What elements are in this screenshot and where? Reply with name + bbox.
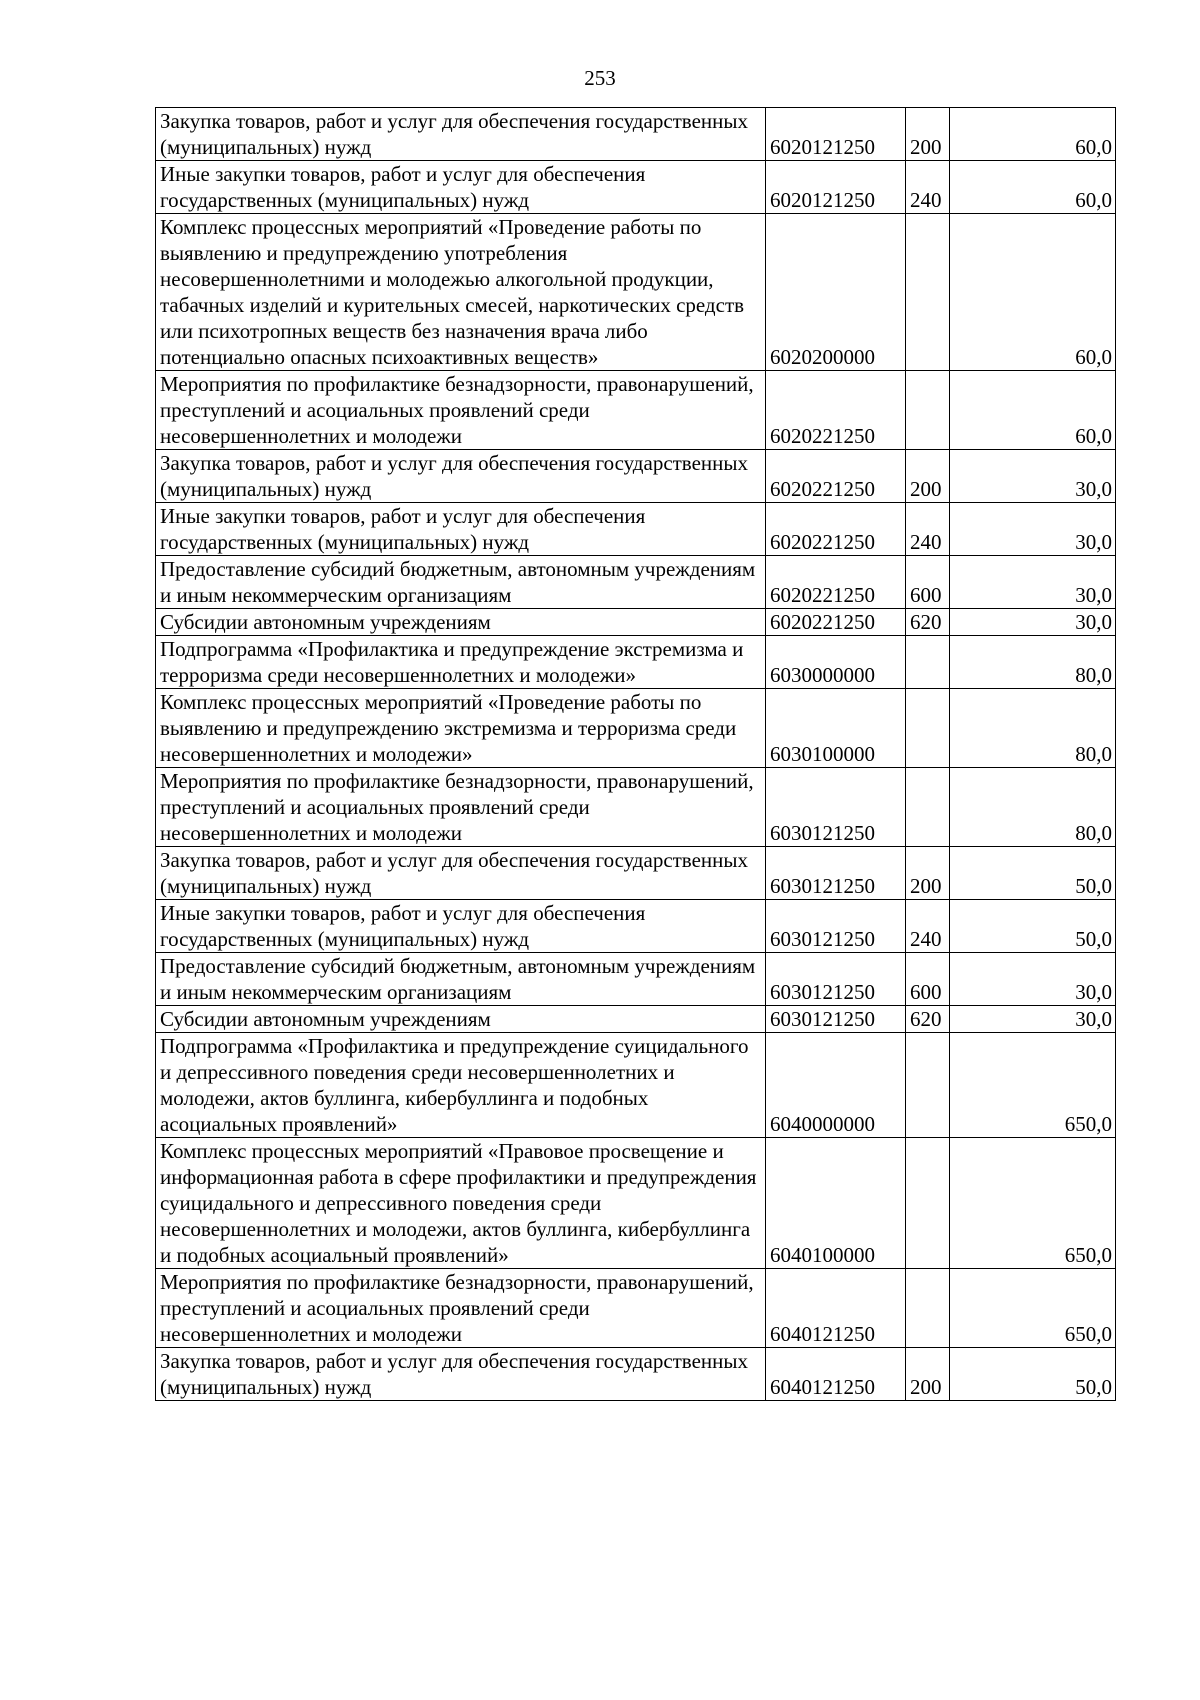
row-expense-type-cell: [906, 1138, 950, 1269]
row-expense-type-cell: [906, 689, 950, 768]
row-sum-cell: 650,0: [950, 1269, 1116, 1348]
row-code-cell: 6040121250: [766, 1269, 906, 1348]
row-name-cell: Субсидии автономным учреждениям: [156, 1006, 766, 1033]
row-expense-type-cell: [906, 1033, 950, 1138]
row-code-cell: 6020221250: [766, 609, 906, 636]
row-name-cell: Комплекс процессных мероприятий «Проведение работы по выявлению и предупреждению экстремизма и терроризма среди несовершеннолетних и молодежи»: [156, 689, 766, 768]
row-sum-cell: 650,0: [950, 1033, 1116, 1138]
row-name-cell: Закупка товаров, работ и услуг для обеспечения государственных (муниципальных) нужд: [156, 847, 766, 900]
row-name-cell: Подпрограмма «Профилактика и предупреждение экстремизма и терроризма среди несовершеннолетних и молодежи»: [156, 636, 766, 689]
row-expense-type-cell: [906, 636, 950, 689]
row-expense-type-cell: 200: [906, 450, 950, 503]
row-code-cell: 6020200000: [766, 214, 906, 371]
row-sum-cell: 650,0: [950, 1138, 1116, 1269]
table-row: [156, 214, 1116, 371]
table-row: [156, 371, 1116, 450]
table-row: [156, 768, 1116, 847]
row-code-cell: 6030121250: [766, 953, 906, 1006]
row-sum-cell: 80,0: [950, 768, 1116, 847]
row-expense-type-cell: [906, 371, 950, 450]
row-name-cell: Закупка товаров, работ и услуг для обеспечения государственных (муниципальных) нужд: [156, 108, 766, 161]
row-code-cell: 6030121250: [766, 847, 906, 900]
row-expense-type-cell: 200: [906, 847, 950, 900]
row-name-cell: Мероприятия по профилактике безнадзорности, правонарушений, преступлений и асоциальных проявлений среди несовершеннолетних и молодежи: [156, 1269, 766, 1348]
row-name-cell: Комплекс процессных мероприятий «Правовое просвещение и информационная работа в сфере профилактики и предупреждения суицидального и депрессивного поведения среди несовершеннолетних и молодежи, актов буллинга, кибербуллинга и подобных асоциальный проявлений»: [156, 1138, 766, 1269]
row-code-cell: 6030121250: [766, 1006, 906, 1033]
table-row: [156, 636, 1116, 689]
row-code-cell: 6030100000: [766, 689, 906, 768]
row-name-cell: Предоставление субсидий бюджетным, автономным учреждениям и иным некоммерческим организациям: [156, 556, 766, 609]
row-expense-type-cell: [906, 1269, 950, 1348]
row-name-cell: Закупка товаров, работ и услуг для обеспечения государственных (муниципальных) нужд: [156, 450, 766, 503]
row-expense-type-cell: 620: [906, 1006, 950, 1033]
page-number: 253: [584, 66, 616, 90]
row-code-cell: 6020121250: [766, 161, 906, 214]
row-code-cell: 6030121250: [766, 768, 906, 847]
table-row: [156, 1138, 1116, 1269]
table-row: [156, 609, 1116, 636]
row-expense-type-cell: 600: [906, 953, 950, 1006]
table-row: [156, 161, 1116, 214]
row-expense-type-cell: 240: [906, 900, 950, 953]
table-row: [156, 108, 1116, 161]
row-sum-cell: 60,0: [950, 371, 1116, 450]
row-sum-cell: 80,0: [950, 689, 1116, 768]
table-row: [156, 450, 1116, 503]
table-row: [156, 900, 1116, 953]
table-row: [156, 953, 1116, 1006]
row-sum-cell: 30,0: [950, 1006, 1116, 1033]
table-row: [156, 1006, 1116, 1033]
table-row: [156, 689, 1116, 768]
row-expense-type-cell: [906, 768, 950, 847]
row-name-cell: Мероприятия по профилактике безнадзорности, правонарушений, преступлений и асоциальных проявлений среди несовершеннолетних и молодежи: [156, 371, 766, 450]
row-code-cell: 6020121250: [766, 108, 906, 161]
row-expense-type-cell: 200: [906, 1348, 950, 1401]
row-sum-cell: 50,0: [950, 847, 1116, 900]
row-name-cell: Субсидии автономным учреждениям: [156, 609, 766, 636]
row-code-cell: 6020221250: [766, 503, 906, 556]
row-sum-cell: 60,0: [950, 161, 1116, 214]
table-row: [156, 847, 1116, 900]
row-name-cell: Закупка товаров, работ и услуг для обеспечения государственных (муниципальных) нужд: [156, 1348, 766, 1401]
row-sum-cell: 60,0: [950, 108, 1116, 161]
row-code-cell: 6040000000: [766, 1033, 906, 1138]
row-name-cell: Иные закупки товаров, работ и услуг для обеспечения государственных (муниципальных) нужд: [156, 900, 766, 953]
row-expense-type-cell: 240: [906, 161, 950, 214]
table-row: [156, 1033, 1116, 1138]
row-name-cell: Мероприятия по профилактике безнадзорности, правонарушений, преступлений и асоциальных проявлений среди несовершеннолетних и молодежи: [156, 768, 766, 847]
row-code-cell: 6030121250: [766, 900, 906, 953]
table-row: [156, 503, 1116, 556]
row-code-cell: 6020221250: [766, 556, 906, 609]
row-code-cell: 6020221250: [766, 450, 906, 503]
row-name-cell: Подпрограмма «Профилактика и предупреждение суицидального и депрессивного поведения среди несовершеннолетних и молодежи, актов буллинга, кибербуллинга и подобных асоциальных проявлений»: [156, 1033, 766, 1138]
row-sum-cell: 50,0: [950, 1348, 1116, 1401]
row-name-cell: Иные закупки товаров, работ и услуг для обеспечения государственных (муниципальных) нужд: [156, 161, 766, 214]
row-sum-cell: 30,0: [950, 556, 1116, 609]
row-sum-cell: 30,0: [950, 609, 1116, 636]
table-row: [156, 1269, 1116, 1348]
row-sum-cell: 30,0: [950, 503, 1116, 556]
row-name-cell: Предоставление субсидий бюджетным, автономным учреждениям и иным некоммерческим организациям: [156, 953, 766, 1006]
row-expense-type-cell: 620: [906, 609, 950, 636]
table-row: [156, 556, 1116, 609]
budget-table-body: [156, 108, 1116, 1401]
row-expense-type-cell: 600: [906, 556, 950, 609]
row-code-cell: 6040121250: [766, 1348, 906, 1401]
table-row: [156, 1348, 1116, 1401]
budget-table: [155, 107, 1116, 1401]
row-sum-cell: 30,0: [950, 450, 1116, 503]
row-name-cell: Комплекс процессных мероприятий «Проведение работы по выявлению и предупреждению употребления несовершеннолетними и молодежью алкогольной продукции, табачных изделий и курительных смесей, наркотических средств или психотропных веществ без назначения врача либо потенциально опасных психоактивных веществ»: [156, 214, 766, 371]
row-expense-type-cell: 200: [906, 108, 950, 161]
row-sum-cell: 60,0: [950, 214, 1116, 371]
row-expense-type-cell: [906, 214, 950, 371]
row-code-cell: 6040100000: [766, 1138, 906, 1269]
row-sum-cell: 50,0: [950, 900, 1116, 953]
row-code-cell: 6030000000: [766, 636, 906, 689]
row-sum-cell: 80,0: [950, 636, 1116, 689]
row-name-cell: Иные закупки товаров, работ и услуг для обеспечения государственных (муниципальных) нужд: [156, 503, 766, 556]
row-expense-type-cell: 240: [906, 503, 950, 556]
row-sum-cell: 30,0: [950, 953, 1116, 1006]
row-code-cell: 6020221250: [766, 371, 906, 450]
